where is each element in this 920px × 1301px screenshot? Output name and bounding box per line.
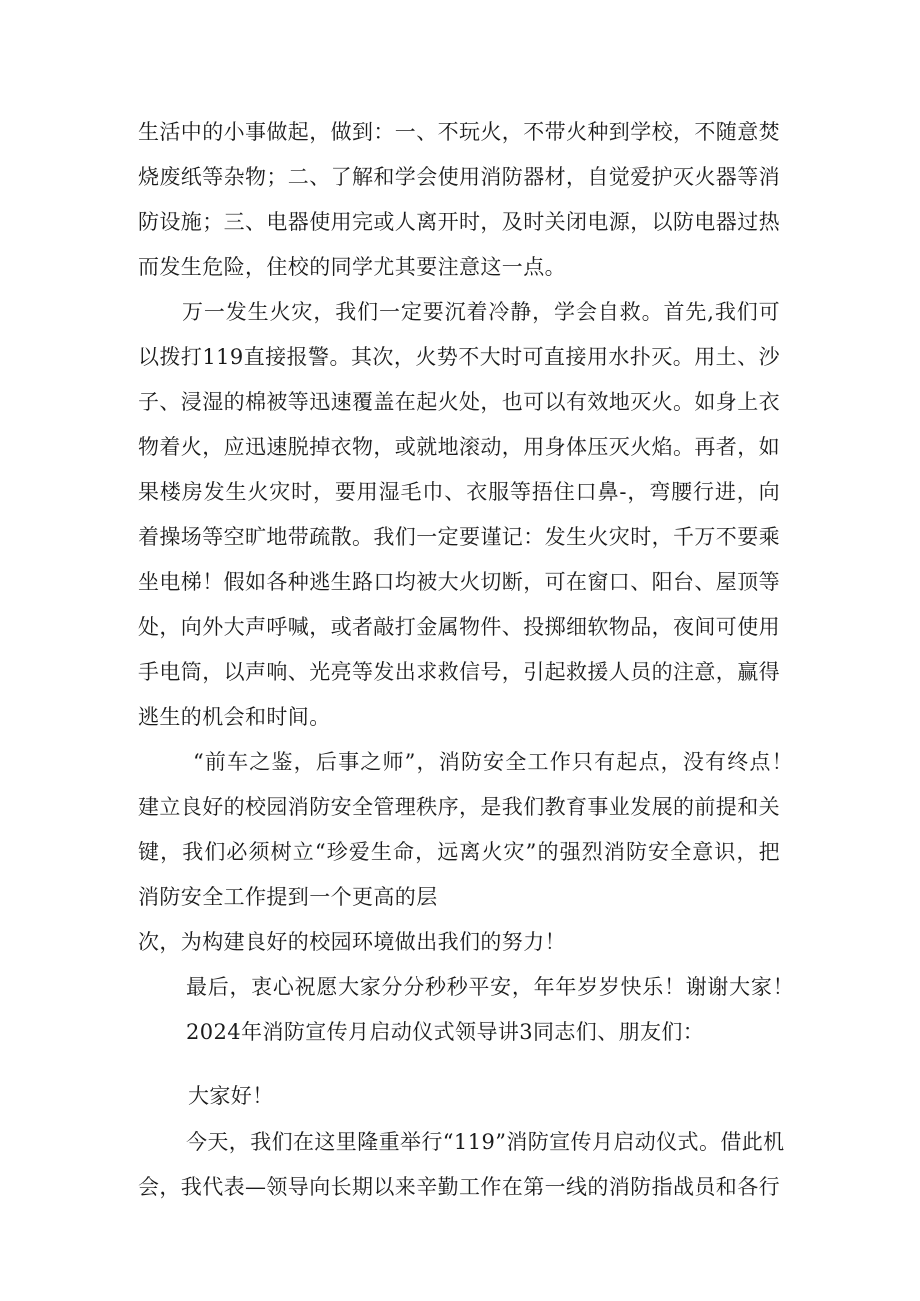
text-line: 坐电梯！假如各种逃生路口均被大火切断，可在窗口、阳台、屋顶等 [138, 570, 780, 594]
text-line: 果楼房发生火灾时，要用湿毛巾、衣服等捂住口鼻-，弯腰行进，向 [138, 480, 780, 504]
text-line: 子、浸湿的棉被等迅速覆盖在起火处，也可以有效地灭火。如身上衣 [138, 390, 780, 414]
text-line: 2024年消防宣传月启动仪式领导讲3同志们、朋友们： [186, 1020, 705, 1044]
text-line: 处，向外大声呼喊，或者敲打金属物件、投掷细软物品，夜间可使用 [138, 615, 780, 639]
text-line: 防设施；三、电器使用完或人离开时，及时关闭电源，以防电器过热 [138, 210, 780, 234]
text-line: “前车之鉴，后事之师”，消防安全工作只有起点，没有终点！ [193, 750, 793, 774]
text-line: 以拨打119直接报警。其次，火势不大时可直接用水扑灭。用土、沙 [138, 345, 780, 369]
text-line: 物着火，应迅速脱掉衣物，或就地滚动，用身体压灭火焰。再者，如 [138, 435, 780, 459]
text-line: 键，我们必须树立“珍爱生命，远离火灾”的强烈消防安全意识，把 [138, 840, 780, 864]
text-line: 最后，衷心祝愿大家分分秒秒平安，年年岁岁快乐！谢谢大家！ [186, 975, 794, 999]
text-line: 大家好！ [188, 1084, 274, 1108]
text-line: 消防安全工作提到一个更高的层 [138, 885, 438, 909]
text-line: 逃生的机会和时间。 [138, 705, 331, 729]
text-line: 建立良好的校园消防安全管理秩序，是我们教育事业发展的前提和关 [138, 795, 780, 819]
text-line: 万一发生火灾，我们一定要沉着冷静，学会自救。首先,我们可 [182, 300, 780, 324]
text-line: 着操场等空旷地带疏散。我们一定要谨记：发生火灾时，千万不要乘 [138, 525, 780, 549]
text-line: 手电筒，以声响、光亮等发出求救信号，引起救援人员的注意，赢得 [138, 660, 780, 684]
text-line: 会，我代表—领导向长期以来辛勤工作在第一线的消防指战员和各行 [138, 1175, 780, 1199]
text-line: 生活中的小事做起，做到：一、不玩火，不带火种到学校，不随意焚 [138, 120, 780, 144]
text-line: 烧废纸等杂物；二、了解和学会使用消防器材，自觉爱护灭火器等消 [138, 165, 780, 189]
text-line: 今天，我们在这里隆重举行“119”消防宣传月启动仪式。借此机 [186, 1130, 785, 1154]
text-line: 而发生危险，住校的同学尤其要注意这一点。 [138, 255, 566, 279]
text-line: 次，为构建良好的校园环境做出我们的努力！ [138, 930, 566, 954]
